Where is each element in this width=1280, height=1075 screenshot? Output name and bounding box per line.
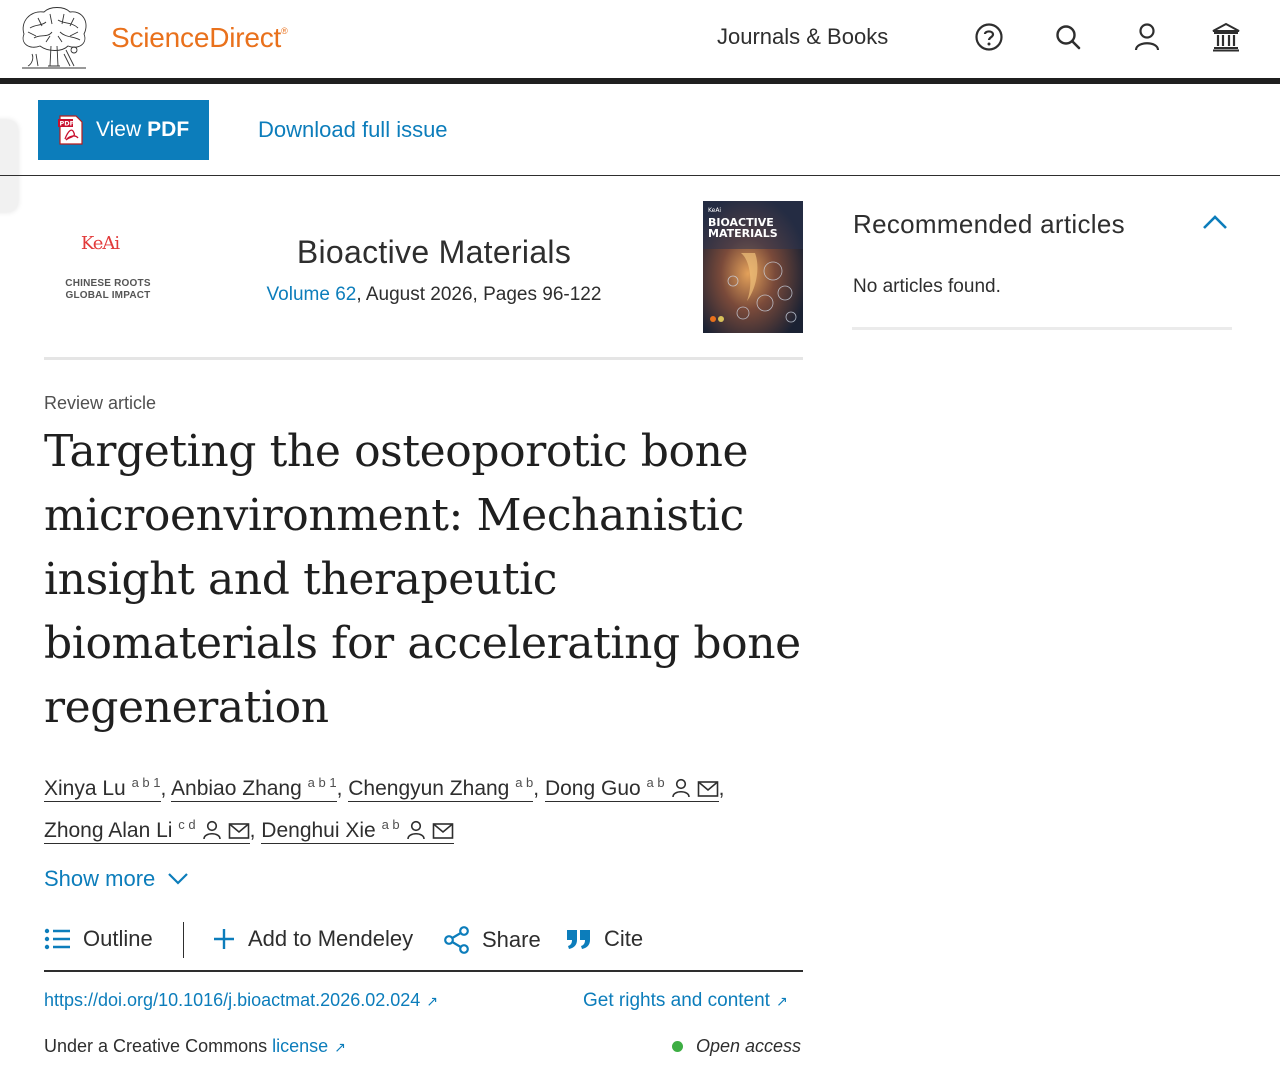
publisher-logo[interactable] xyxy=(58,230,158,302)
article-title: Targeting the osteoporotic bone microenvironment: Mechanistic insight and therapeutic biomaterials for accelerating bone regeneration xyxy=(44,426,801,733)
author-link[interactable]: Anbiao Zhang $^{a b 1}$ xyxy=(171,775,337,800)
license-statement: Under a Creative Commons license ↗ xyxy=(44,1036,346,1056)
publisher-tagline-1: CHINESE ROOTS xyxy=(65,278,151,289)
cover-title-line-2: MATERIALS xyxy=(708,227,778,240)
volume-link[interactable]: Volume 62 xyxy=(266,284,357,305)
user-icon[interactable] xyxy=(1130,20,1164,54)
journal-cover-image[interactable] xyxy=(703,201,803,333)
author-list: Xinya Lu $^{a b 1}$, Anbiao Zhang $^{a b 1}$, Chengyun Zhang $^{a b}$, Dong Guo $^{a b}$ , Zhong Alan Li $^{c d}$ , Denghui Xie $^{a b}$ xyxy=(44,775,725,842)
brand-name[interactable]: ScienceDirect® xyxy=(111,22,288,53)
help-icon[interactable] xyxy=(972,20,1006,54)
person-icon xyxy=(406,820,426,840)
share-button[interactable]: Share xyxy=(444,926,541,954)
elsevier-tree-logo[interactable] xyxy=(18,6,90,70)
author-link[interactable]: Xinya Lu $^{a b 1}$ xyxy=(44,775,161,800)
article-actions-bar xyxy=(44,918,803,972)
journal-divider xyxy=(44,357,803,360)
external-link-icon: ↗ xyxy=(775,993,788,1009)
pdf-toolbar xyxy=(0,84,1280,176)
email-icon xyxy=(432,822,454,840)
open-access-dot-icon xyxy=(672,1041,683,1052)
list-icon xyxy=(44,928,71,950)
external-link-icon: ↗ xyxy=(426,993,439,1009)
open-access-badge: Open access xyxy=(672,1036,801,1057)
journal-issue-info xyxy=(230,284,638,306)
author-link[interactable]: Zhong Alan Li $^{c d}$ xyxy=(44,819,250,844)
chevron-down-icon xyxy=(167,872,189,886)
add-to-mendeley-button[interactable]: Add to Mendeley xyxy=(212,926,413,952)
person-icon xyxy=(202,820,222,840)
search-icon[interactable] xyxy=(1051,20,1085,54)
cover-publisher: KeAi xyxy=(708,207,722,214)
show-more-label: Show more xyxy=(44,866,156,891)
svg-text:PDF: PDF xyxy=(59,119,75,128)
recommended-articles-heading: Recommended articles xyxy=(853,209,1125,239)
issue-details: , August 2026, Pages 96-122 xyxy=(356,284,602,305)
journal-title-link[interactable]: Bioactive Materials xyxy=(296,234,572,270)
recommended-divider xyxy=(852,327,1232,330)
email-icon xyxy=(228,822,250,840)
get-rights-link[interactable]: Get rights and content ↗ xyxy=(583,990,788,1011)
top-header xyxy=(0,0,1280,78)
plus-icon xyxy=(212,927,236,951)
author-link[interactable]: Dong Guo $^{a b}$ xyxy=(545,777,719,802)
pdf-file-icon xyxy=(58,115,84,145)
email-icon xyxy=(697,780,719,798)
person-icon xyxy=(671,778,691,798)
author-link[interactable]: Chengyun Zhang $^{a b}$ xyxy=(348,775,534,800)
author-link[interactable]: Denghui Xie $^{a b}$ xyxy=(261,819,453,844)
doi-link[interactable]: https://doi.org/10.1016/j.bioactmat.2026.02.024 ↗ xyxy=(44,990,439,1010)
publisher-tagline-2: GLOBAL IMPACT xyxy=(65,290,151,301)
share-icon xyxy=(444,926,470,954)
journals-books-link[interactable]: Journals & Books xyxy=(717,24,889,49)
external-link-icon: ↗ xyxy=(334,1039,346,1055)
article-type: Review article xyxy=(44,393,157,413)
cover-title-line-1: BIOACTIVE xyxy=(708,216,774,229)
quote-icon xyxy=(566,928,592,950)
chevron-up-icon[interactable] xyxy=(1200,210,1230,234)
show-more-button[interactable] xyxy=(44,866,189,892)
cite-button[interactable]: Cite xyxy=(566,926,643,952)
outline-button[interactable]: Outline xyxy=(44,926,153,952)
download-full-issue-link[interactable]: Download full issue xyxy=(258,117,448,142)
keai-logo-text: KeAi xyxy=(80,233,120,254)
license-link[interactable]: license ↗ xyxy=(272,1036,346,1056)
view-pdf-button[interactable]: PDF View PDF xyxy=(38,100,209,160)
institution-icon[interactable] xyxy=(1209,20,1243,54)
action-separator xyxy=(183,922,184,958)
no-articles-message: No articles found. xyxy=(853,276,1001,297)
